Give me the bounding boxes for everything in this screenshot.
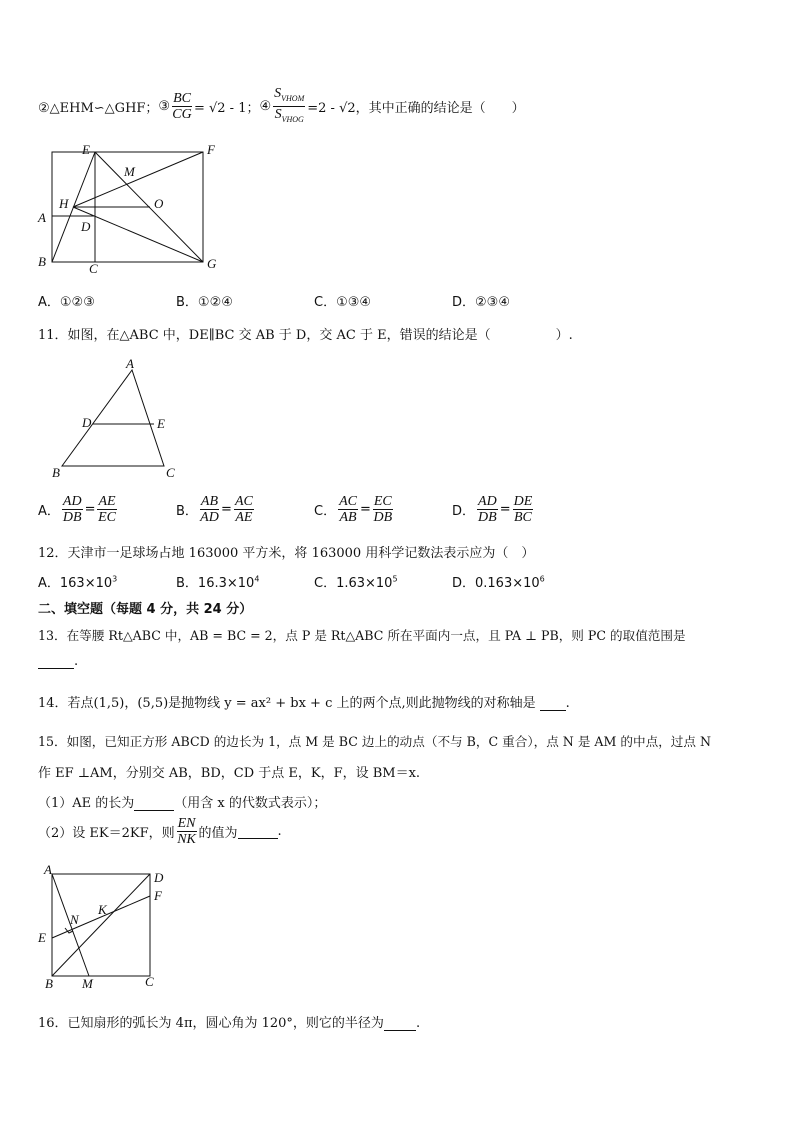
q11-label-a: A: [126, 358, 134, 371]
q10-eq-sqrt2: = √2 - 1；: [193, 100, 260, 116]
q11-label-d: D: [82, 415, 92, 430]
q15-label-d: D: [154, 870, 164, 885]
q15-frac-en-nk: $\frac{EN}{NK}$: [177, 816, 196, 847]
q10-statements: [38, 86, 525, 126]
q12-option-a: A．$163\times 10^3$: [38, 574, 118, 591]
q10-option-d: D．②③④: [452, 295, 510, 310]
q10-frac-bc-cg: [172, 91, 192, 122]
q10-frac-cg: CG: [172, 106, 192, 122]
q10-frac-area-den: $S_{VHOG}$: [274, 106, 304, 124]
q16-answer-blank[interactable]: [384, 1016, 416, 1031]
q15-label-a: A: [44, 862, 52, 877]
q15-part1: （1）AE 的长为 （用含 x 的代数式表示）；: [38, 796, 327, 811]
q15-line2: 作 EF ⊥AM，分别交 AB，BD，CD 于点 E，K，F，设 BM＝x.: [38, 766, 421, 781]
q15-label-c: C: [145, 974, 154, 989]
q11-option-d: D． $\frac{AD}{DB}$ = $\frac{DE}{BC}$: [452, 494, 533, 525]
q14-answer-blank[interactable]: [540, 696, 566, 711]
q15-line1: 15．如图，已知正方形 ABCD 的边长为 1，点 M 是 BC 边上的动点（不与 B，C 重合），点 N 是 AM 的中点，过点 N: [38, 734, 712, 749]
q10-figure: [30, 140, 230, 275]
q11-option-c: C． $\frac{AC}{AB}$ = $\frac{EC}{DB}$: [314, 494, 393, 525]
q11-label-c: C: [166, 465, 175, 480]
q15-label-k: K: [98, 902, 107, 917]
q10-label-a: A: [38, 210, 46, 225]
q11-figure: [48, 358, 183, 483]
q16-line: 16．已知扇形的弧长为 4π，圆心角为 120°，则它的半径为 .: [38, 1016, 421, 1031]
q10-frac-area-num: $S_{VHOM}$: [273, 86, 305, 107]
q10-frac-bc: BC: [173, 90, 191, 106]
q13-line1: 13．在等腰 Rt△ABC 中，AB = BC = 2，点 P 是 Rt△ABC 所在平面内一点，且 PA ⊥ PB，则 PC 的取值范围是: [38, 628, 686, 643]
q10-label-h: H: [59, 196, 69, 211]
q10-option-b: B．①②④: [176, 295, 233, 310]
q10-eq-2-sqrt2: =2 - √2，其中正确的结论是（ ）: [307, 100, 525, 116]
q15-label-e: E: [38, 930, 46, 945]
q10-label-m: M: [124, 164, 135, 179]
q10-label-d: D: [81, 219, 91, 234]
q11-label-e: E: [157, 416, 165, 431]
q11-option-b: B． $\frac{AB}{AD}$ = $\frac{AC}{AE}$: [176, 494, 253, 525]
section-fill-in-heading: 二、填空题（每题 4 分，共 24 分）: [38, 602, 253, 617]
q10-frac-area: [273, 86, 305, 127]
q15-label-n: N: [70, 912, 79, 927]
q12-option-b: B．$16.3\times 10^4$: [176, 574, 260, 591]
q11-stem: 11．如图，在△ABC 中，DE∥BC 交 AB 于 D，交 AC 于 E，错误的结论是（ ）.: [38, 328, 573, 343]
q15-part2-blank[interactable]: [238, 824, 278, 839]
q10-stmt2: ②△EHM∽△GHF；: [38, 100, 159, 116]
q11-option-a: A． $\frac{AD}{DB}$ = $\frac{AE}{EC}$: [38, 494, 116, 525]
q12-option-c: C．$1.63\times 10^5$: [314, 574, 398, 591]
q10-label-f: F: [207, 142, 215, 157]
q13-answer-blank[interactable]: [38, 654, 74, 669]
q10-label-c: C: [89, 261, 98, 275]
q10-stmt3-prefix: ③: [158, 98, 171, 114]
q15-part1-blank[interactable]: [134, 796, 174, 811]
q10-stmt4-prefix: ④: [259, 98, 272, 114]
q15-label-f: F: [154, 888, 162, 903]
q10-label-b: B: [38, 254, 46, 269]
q10-label-g: G: [207, 256, 217, 271]
q13-line2: .: [38, 654, 78, 669]
q10-option-c: C．①③④: [314, 295, 372, 310]
q10-label-e: E: [82, 142, 90, 157]
q11-label-b: B: [52, 465, 60, 480]
q15-label-b: B: [45, 976, 53, 991]
q14-line: 14．若点(1,5)，(5,5)是抛物线 y = ax² + bx + c 上的两个点,则此抛物线的对称轴是 .: [38, 696, 570, 711]
q12-stem: 12．天津市一足球场占地 163000 平方米，将 163000 用科学记数法表示应为（ ）: [38, 546, 535, 561]
q15-part2: （2）设 EK＝2KF，则 $\frac{EN}{NK}$ 的值为 .: [38, 816, 282, 847]
q10-option-a: A．①②③: [38, 295, 95, 310]
q12-option-d: D．$0.163\times 10^6$: [452, 574, 545, 591]
q15-label-m: M: [82, 976, 93, 991]
q15-figure: [32, 862, 172, 992]
q10-label-o: O: [154, 196, 164, 211]
